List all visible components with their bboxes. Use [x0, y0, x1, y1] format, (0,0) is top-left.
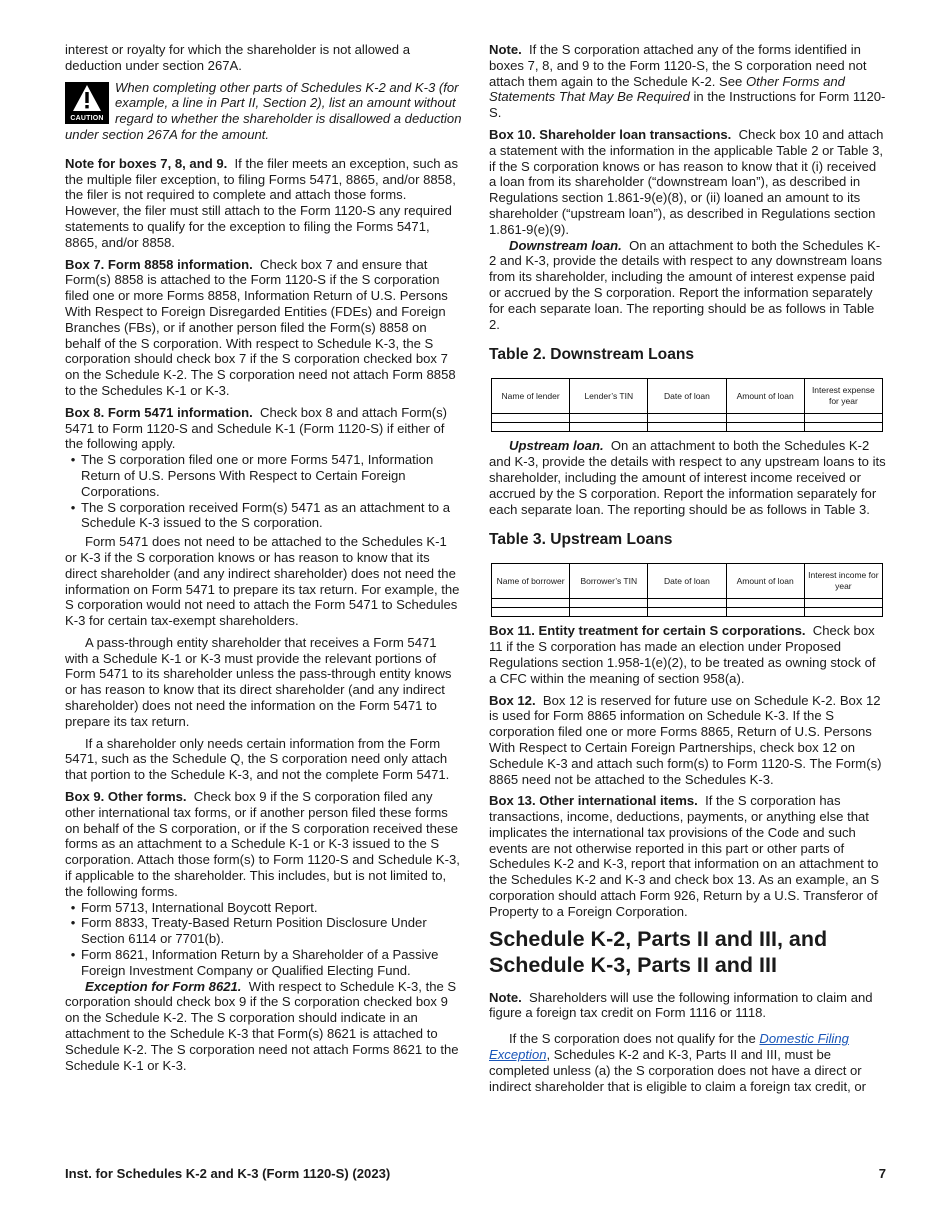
note-tail: in the Instructions for Form 1120-S. — [489, 89, 886, 121]
box13-paragraph — [489, 793, 886, 919]
box11-heading: Box 11. Entity treatment for certain S corporations. — [489, 623, 806, 639]
box13-heading: Box 13. Other international items. — [489, 793, 698, 809]
upstream-paragraph — [489, 438, 886, 517]
page-number: 7 — [878, 1166, 886, 1181]
note2-paragraph — [489, 990, 886, 1022]
note-boxes-7-8-9 — [65, 156, 462, 251]
box10-paragraph — [489, 127, 886, 238]
box8-paragraph-2: Form 5471 does not need to be attached to the Schedules K-1 or K-3 if the S corporation knows or has reason to know that its direct shareholder (and any indirect shareholder) does not need the information on Form 5471 to prepare its tax return. For example, the S corporation would not need to attach the Form 5471 to Schedules K-3 for certain tax-exempt shareholders. — [65, 534, 460, 629]
box8-bullet: • The S corporation received Form(s) 5471 as an attachment to a Schedule K-3 issued to the S corporation. — [65, 500, 462, 532]
table2-col-header: Lender’s TIN — [570, 379, 648, 414]
footer-title: Inst. for Schedules K-2 and K-3 (Form 1120-S) (2023) — [65, 1166, 391, 1181]
table2-col-header: Date of loan — [648, 379, 726, 414]
box7-paragraph — [65, 257, 462, 399]
box11-paragraph — [489, 623, 886, 686]
box12-heading: Box 12. — [489, 692, 536, 708]
caution-icon — [65, 82, 109, 124]
table2-title: Table 2. Downstream Loans — [489, 346, 695, 364]
box11-text: Check box 11 if the S corporation has made an election under Proposed Regulations section 1.958-1(e)(2), to be treated as owning stock of a CFC within the meaning of section 958(a). — [489, 623, 876, 686]
box8-text: Check box 8 and attach Form(s) 5471 to Form 1120-S and Schedule K-1 (Form 1120-S) if either of the following apply. — [65, 404, 448, 452]
box8-bullet: • The S corporation filed one or more Forms 5471, Information Return of U.S. Persons With Respect to Certain Foreign Corporations. — [65, 452, 462, 499]
final-paragraph — [489, 1031, 886, 1094]
table2-col-header: Name of lender — [492, 379, 570, 414]
box9-text: Check box 9 if the S corporation filed any other international tax forms, or if another person filed these forms on behalf of the S corporation, or if the S corporation received these forms as an attachment to a Schedule K-1 or K-3 issued to the S corporation. Attach those form(s) to Form 1120-S and Schedule K-3, if applicable to the shareholder. This includes, but is not limited to, the following forms. — [65, 789, 460, 899]
note-text: If the S corporation attached any of the forms identified in boxes 7, 8, and 9 to the Form 1120-S, the S corporation need not attach them again to the Schedule K-2. See — [489, 42, 867, 89]
table3-col-header: Borrower’s TIN — [570, 564, 648, 599]
note-paragraph — [489, 42, 886, 121]
table3-col-header: Amount of loan — [726, 564, 804, 599]
section-title: Schedule K-2, Parts II and III, and Schedule K-3, Parts II and III — [489, 926, 828, 977]
note-789-heading: Note for boxes 7, 8, and 9. — [65, 155, 228, 171]
exception-8621-heading: Exception for Form 8621. — [85, 978, 242, 994]
note-789-text: If the filer meets an exception, such as the multiple filer exception, to filing Forms 5471, 8865, and/or 8858, the filer is not required to complete and attach those forms. However, the filer must still attach to the Form 1120-S any required statements to qualify for the exception to filing the Forms 5471, 8865, and/or 8858. — [65, 155, 458, 250]
table3-row — [492, 608, 883, 617]
warning-triangle-icon — [72, 84, 102, 112]
table3-title: Table 3. Upstream Loans — [489, 531, 673, 549]
note2-text: Shareholders will use the following information to claim and figure a foreign tax credit on Form 1116 or 1118. — [489, 989, 873, 1021]
upstream-heading: Upstream loan. — [509, 438, 604, 454]
note-heading: Note. — [489, 42, 522, 57]
table3-col-header: Date of loan — [648, 564, 726, 599]
table2-header-row — [492, 379, 883, 414]
left-column — [65, 42, 462, 1079]
box8-paragraph-3: A pass-through entity shareholder that receives a Form 5471 with a Schedule K-1 or K-3 must provide the relevant portions of Form 5471 to its shareholder unless the pass-through entity knows or has reason to know that its direct shareholder (and any indirect shareholder) does not need the information on the Form 5471 to prepare its tax return. — [65, 634, 452, 729]
box13-text: If the S corporation has transactions, income, deductions, payments, or anything else that implicates the international tax provisions of the Code and such events are not otherwise reported in this part or other parts of Schedules K-2 and K-3, report that information on an attachment to the Schedules K-2 and K-3 and check box 13. As an example, an S corporation should attach Form 926, Return by a U.S. Transferor of Property to a Foreign Corporation. — [489, 793, 880, 919]
table3-col-header: Interest income for year — [804, 564, 882, 599]
box9-bullet: • Form 8833, Treaty-Based Return Position Disclosure Under Section 6114 or 7701(b). — [65, 915, 462, 947]
right-column — [489, 42, 886, 1100]
domestic-filing-exception-link[interactable]: Domestic Filing Exception — [489, 1031, 849, 1063]
table3-header-row — [492, 564, 883, 599]
downstream-text: On an attachment to both the Schedules K-2 and K-3, provide the details with respect to any downstream loans from its shareholder, including the amount of interest expense paid or accrued by the S corporation. Report the information separately for each separate loan. The reporting should be as follows in Table 2. — [489, 237, 883, 332]
caution-label: CAUTION — [70, 114, 104, 122]
note-italic-ref: Other Forms and Statements That May Be Required — [489, 73, 845, 105]
table3-upstream-loans — [491, 563, 883, 617]
exception-8621-paragraph — [65, 979, 462, 1074]
exception-8621-text: With respect to Schedule K-3, the S corporation should check box 9 if the S corporation checked box 9 on the Schedule K-2. The S corporation should indicate in an attachment to the Schedule K-3 that Form(s) 8621 is attached to Schedule K-2. The S corporation need not attach Forms 8621 to the Schedule K-1 or K-3. — [65, 978, 459, 1073]
box8-paragraph — [65, 405, 462, 452]
box10-heading: Box 10. Shareholder loan transactions. — [489, 126, 732, 142]
box10-text: Check box 10 and attach a statement with the information in the applicable Table 2 or Table 3, if the S corporation knows or has reason to know that it (i) received a loan from its shareholder (“downstream loan”), as described in Regulations section 1.861-9(e)(8), or (ii) loaned an amount to its shareholder (“upstream loan”), as described in Regulations section 1.861-9(e)(9). — [489, 126, 884, 237]
caution-note — [65, 80, 462, 143]
box9-bullet: • Form 8621, Information Return by a Shareholder of a Passive Foreign Investment Company or Qualified Electing Fund. — [65, 947, 462, 979]
box8-heading: Box 8. Form 5471 information. — [65, 404, 253, 420]
box7-text: Check box 7 and ensure that Form(s) 8858 is attached to the Form 1120-S if the S corporation filed one or more Forms 8858, Information Return of U.S. Persons With Respect to Foreign Disregarded Entities (FDEs) and Foreign Branches (FBs), or if another person filed the Form(s) 8858 on behalf of the S corporation. With respect to Schedule K-3, the S corporation should check box 7 if the S corporation checked box 7 on the Schedule K-2. The S corporation need not attach Form 8858 to the Schedules K-1 or K-3. — [65, 256, 456, 398]
table2-downstream-loans — [491, 378, 883, 432]
intro-paragraph: interest or royalty for which the shareholder is not allowed a deduction under section 267A. — [65, 42, 410, 73]
caution-text: When completing other parts of Schedules K-2 and K-3 (for example, a line in Part II, Section 2), list an amount without regard to whether the shareholder is disallowed a deduction under section 267A for the amount. — [65, 79, 462, 142]
final-pre: If the S corporation does not qualify for the — [509, 1031, 756, 1047]
table3-row — [492, 599, 883, 608]
table2-col-header: Amount of loan — [726, 379, 804, 414]
box7-heading: Box 7. Form 8858 information. — [65, 256, 253, 272]
box9-bullet: • Form 5713, International Boycott Report. — [65, 900, 462, 916]
final-post: , Schedules K-2 and K-3, Parts II and III, must be completed unless (a) the S corporation does not have a direct or indirect shareholder that is eligible to claim a foreign tax credit, or — [489, 1047, 866, 1094]
upstream-text: On an attachment to both the Schedules K-2 and K-3, provide the details with respect to any upstream loans to its shareholder, including the amount of interest income received or accrued by the S corporation. Report the information separately for each separate loan. The reporting should be as follows in Table 3. — [489, 438, 886, 517]
box8-paragraph-4: If a shareholder only needs certain information from the Form 5471, such as the Schedule Q, the S corporation need only attach that portion to the Schedule K-3, and not the complete Form 5471. — [65, 735, 450, 783]
table2-row — [492, 414, 883, 423]
table2-col-header: Interest expense for year — [804, 379, 882, 414]
table2-row — [492, 423, 883, 432]
table3-col-header: Name of borrower — [492, 564, 570, 599]
downstream-heading: Downstream loan. — [509, 237, 622, 253]
box12-text: Box 12 is reserved for future use on Schedule K-2. Box 12 is used for Form 8865 information on Schedule K-3. If the S corporation filed one or more Forms 8865, Return of U.S. Persons With Respect to Certain Foreign Partnerships, check box 12 on Schedule K-3 and attach such form(s) to Form 1120-S. The Form(s) 8865 need not be attached to the Schedules K-3. — [489, 692, 882, 787]
box9-heading: Box 9. Other forms. — [65, 789, 187, 805]
box12-paragraph — [489, 693, 886, 788]
note2-heading: Note. — [489, 989, 522, 1005]
downstream-paragraph — [489, 238, 886, 333]
box9-paragraph — [65, 789, 462, 900]
